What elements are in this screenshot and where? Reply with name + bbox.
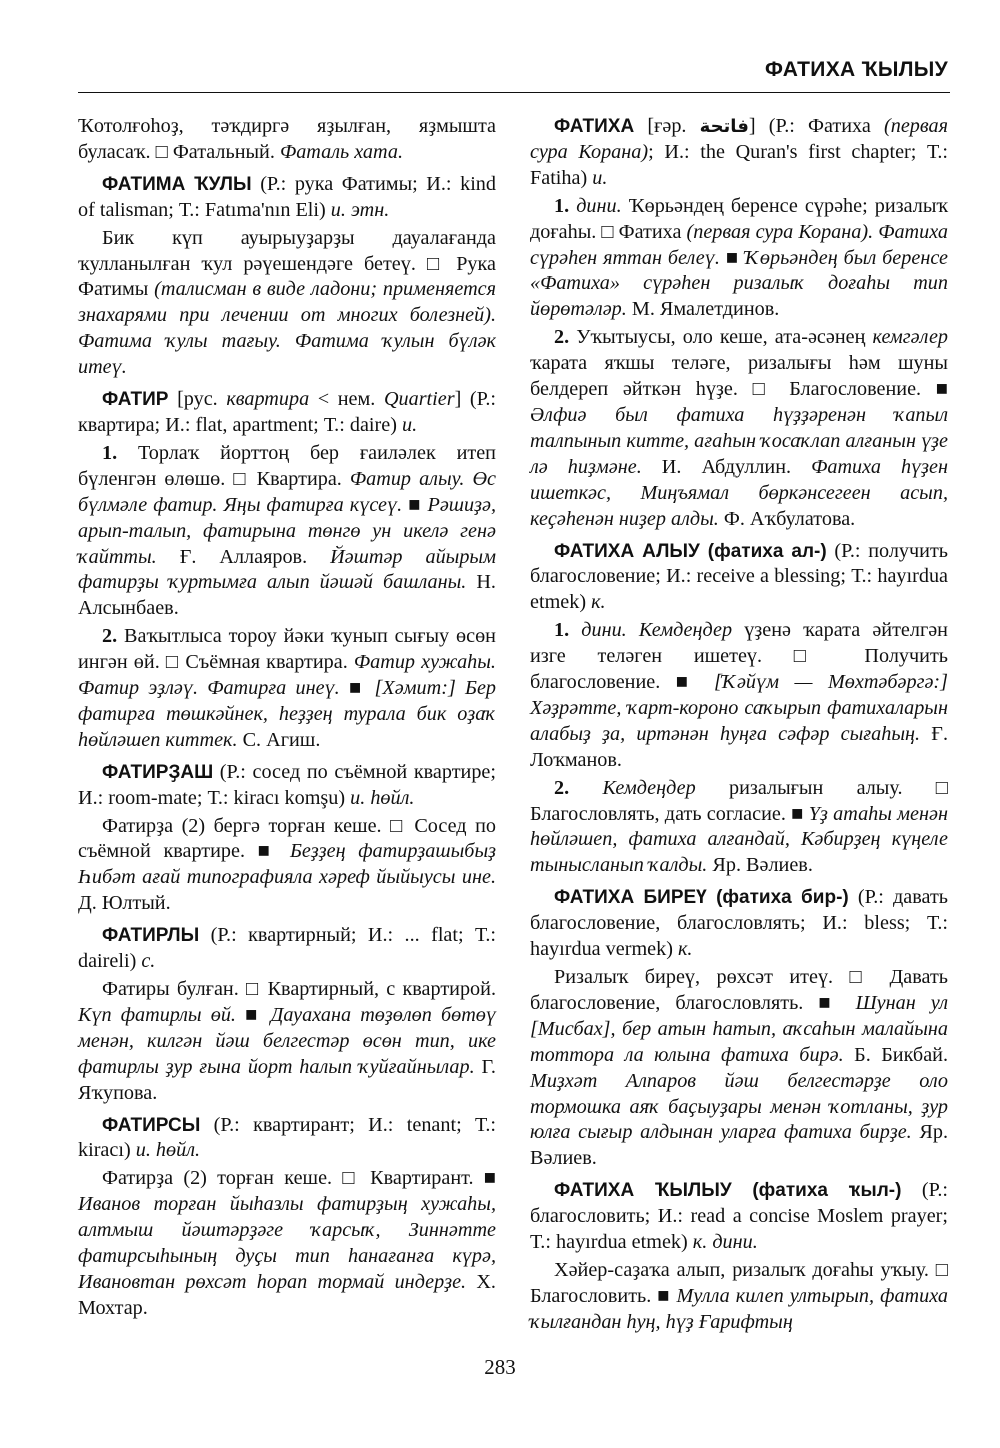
- left-column: [78, 114, 496, 1322]
- headword: ФАТИРҘАШ: [102, 761, 214, 783]
- headword: ФАТИМА ҠУЛЫ: [102, 173, 252, 195]
- headword: ФАТИХА БИРЕҮ (фатиха бир-): [554, 887, 849, 909]
- right-column: [530, 114, 948, 1336]
- headword: ФАТИХА ҠЫЛЫУ (фатиха ҡыл-): [554, 1180, 902, 1202]
- sense-1: 1. дини. Кемдеңдер үҙенә ҡарата әйтелгән изге теләген ишетеү. □ Получить благословение. ■ [Ҡәйүм — Мөхтәбәргә:] Хәҙрәтте, ҡарт-короно саҡырып фатихаларын алабыҙ ҙа, иртәнән һуңға сәфәр сығаһың. Ғ. Лоҡманов.: [530, 619, 948, 771]
- headword: ФАТИРСЫ: [102, 1114, 201, 1136]
- sense-2: 2. Ваҡытлыса тороу йәки ҡунып сығыу өсөн ингән өй. □ Съёмная квартира. Фатир хужаһы. Фатир эҙләү. Фатирға инеү. ■ [Хәмит:] Бер фатирға төшкәйнек, һеҙҙең турала бик оҙаҡ һөйләшеп киттек. С. Агиш.: [78, 625, 496, 751]
- definition: Фатирҙа (2) торған кеше. □ Квартирант. ■ Иванов торған йыһазлы фатирҙың хужаһы, алтмыш йәштәрҙәге ҡарсыҡ, Зиннәтте фатирсыһының дуҫы тип һанағанға күрә, Ивановтан рөхсәт һорап тормай индерҙе. Х. Мохтар.: [78, 1167, 496, 1319]
- definition: Фатирҙа (2) бергә торған кеше. □ Сосед по съёмной квартире. ■ Беҙҙең фатирҙашыбыҙ Һибәт ағай типографияла хәреф йыйыусы ине. Д. Юлтый.: [78, 814, 496, 915]
- definition: Бик күп ауырыуҙарҙы дауалағанда ҡулланылған ҡул рәүешендәге бетеү. □ Рука Фатимы (талисман в виде ладони; применяется знахарями при лечении от многих болезней). Фатима ҡулы тағыу. Фатима ҡулын бүләк итеү.: [78, 226, 496, 379]
- headword: ФАТИХА: [554, 116, 635, 137]
- entry-continuation: Ҡотолғоһоҙ, тәҡдиргә яҙылған, яҙмышта буласаҡ. □ Фатальный. Фаталь хата.: [78, 115, 496, 163]
- entry-fatir: ФАТИР [рус. квартира < нем. Quartier] (Р.: квартира; И.: flat, apartment; Т.: daire) и.: [78, 388, 496, 436]
- sense-2: 2. Кемдеңдер ризалығын алыу. □ Благословлять, дать согласие. ■ Үҙ атаһы менән һөйләшеп, фатиха алғандай, Кәбирҙең күңеле тынысланып ҡалды. Яр. Вәлиев.: [530, 776, 949, 877]
- entry-fatirly: ФАТИРЛЫ (Р.: квартирный; И.: ... flat; Т.: daireli) с.: [78, 924, 496, 973]
- entry-fatirsy: ФАТИРСЫ (Р.: квартирант; И.: tenant; Т.: kiracı) и. һөйл.: [78, 1113, 496, 1162]
- definition: Ризалыҡ биреү, рөхсәт итеү. □ Давать благословение, благословлять. ■ Шунан ул [Мисбах], бер атын һатып, аҡсаһын малайына тоттора ла юлына фатиха бирә. Б. Бикбай. Миҙхәт Алпаров йәш белгестәрҙе оло тормошка аяҡ баҫыуҙары менән ҡотланы, ҙур юлға сығыр алдынан уларға фатиха бирҙе. Яр. Вәлиев.: [530, 966, 949, 1170]
- headword: ФАТИР: [102, 389, 169, 411]
- definition: Хәйер-саҙаҡа алып, ризалыҡ доғаһы уҡыу. □ Благословить. ■ Мулла килеп ултырып, фатиха ҡылғандан һуң, һүҙ Ғарифтың: [530, 1258, 949, 1333]
- running-head: ФАТИХА ҠЫЛЫУ: [765, 58, 948, 81]
- entry-fatiha-alyu: ФАТИХА АЛЫУ (фатиха ал-) (Р.: получить благословение; И.: receive a blessing; Т.: hayırdua etmek) к.: [530, 539, 948, 614]
- entry-fatiha: ФАТИХА [ғәр. فاتحة] (Р.: Фатиха (первая сура Корана); И.: the Quran's first chapter; Т.: Fatiha) и.: [530, 115, 948, 189]
- entry-fatiha-bireu: ФАТИХА БИРЕҮ (фатиха бир-) (Р.: давать благословение, благословлять; И.: bless; Т.: hayırdua vermek) к.: [530, 886, 948, 961]
- headword: ФАТИХА АЛЫУ (фатиха ал-): [554, 540, 827, 562]
- entry-fatima-kuly: ФАТИМА ҠУЛЫ (Р.: рука Фатимы; И.: kind of talisman; Т.: Fatıma'nın Eli) и. этн.: [78, 172, 496, 221]
- entry-fatirzash: ФАТИРҘАШ (Р.: сосед по съёмной квартире; И.: room-mate; Т.: kiracı komşu) и. һөйл.: [78, 760, 496, 809]
- arabic-etymon: فاتحة: [699, 116, 749, 137]
- sense-1: 1. Торлаҡ йорттоң бер ғаиләлек итеп бүленгән өлөшө. □ Квартира. Фатир алыу. Өс бүлмәле фатир. Яңы фатирға күсеү. ■ Рәшиҙә, арып-талып, фатирына төнгө ун икелә генә ҡайтты. Ғ. Аллаяров. Йәштәр айырым фатирҙы ҡуртымға алып йәшәй башланы. Н. Алсынбаев.: [78, 441, 496, 620]
- page-number: 283: [484, 1355, 516, 1379]
- sense-2: 2. Уҡытыусы, оло кеше, ата-әсәнең кемгәлер ҡарата яҡшы теләге, ризалығы һәм шуны белдереп әйткән һүҙе. □ Благословение. ■ Әлфиә был фатиха һүҙҙәренән ҡапыл талпынып китте, ағаһын ҡосаҡлап алғанын үҙе лә һиҙмәне. И. Абдуллин. Фатиха һүҙен ишеткәс, Миңъямал бөркәнсегеен асып, кеҫәһенән ниҙер алды. Ф. Аҡбулатова.: [530, 326, 948, 530]
- sense-1: 1. дини. Ҡөрьәндең беренсе сүрәһе; ризалыҡ доғаһы. □ Фатиха (первая сура Корана). Фатиха сүрәһен яттан белеү. ■ Ҡөрьәндең был беренсе «Фатиха» сүрәһен ризалыҡ доғаһы тип йөрөтәләр. М. Ямалетдинов.: [530, 194, 948, 321]
- definition: Фатиры булған. □ Квартирный, с квартирой. Күп фатирлы өй. ■ Дауахана төҙөлөп бөтөү менән, килгән йәш белгестәр өсөн тип, ике фатирлы ҙур ғына йорт һалып ҡуйғайнылар. Г. Яҡупова.: [78, 978, 496, 1104]
- header-rule: [78, 92, 950, 93]
- entry-fatiha-kylyu: ФАТИХА ҠЫЛЫУ (фатиха ҡыл-) (Р.: благословить; И.: read a concise Moslem prayer; Т.: hayırdua etmek) к. дини.: [530, 1179, 948, 1254]
- headword: ФАТИРЛЫ: [102, 925, 200, 947]
